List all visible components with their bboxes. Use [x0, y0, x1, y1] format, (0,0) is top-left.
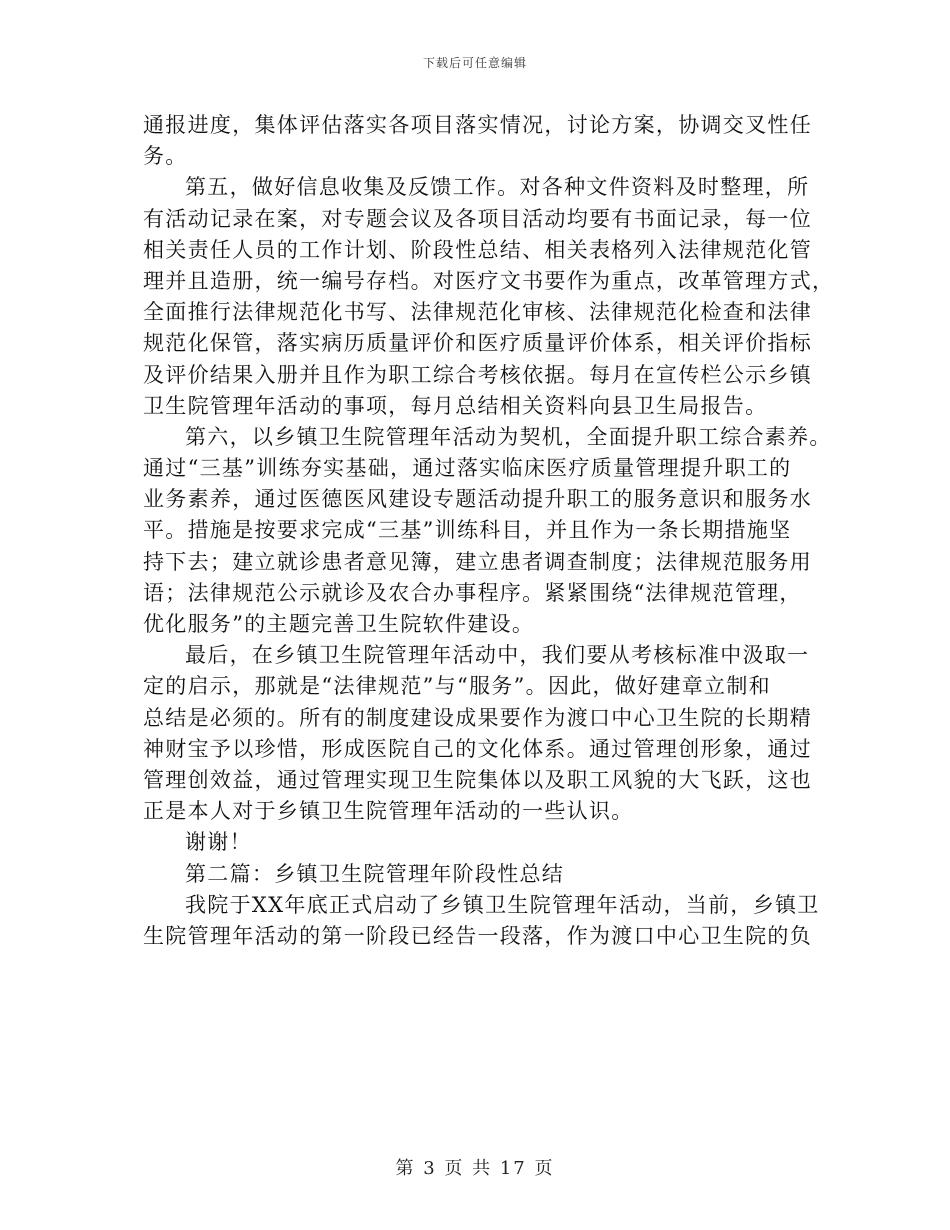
- document-body: [143, 110, 835, 952]
- text-line: 持下去；建立就诊患者意见簿，建立患者调查制度；法律规范服务用: [143, 549, 812, 574]
- paragraph-start-line: 最后，在乡镇卫生院管理年活动中，我们要从考核标准中汲取一: [185, 643, 810, 668]
- text-line: 神财宝予以珍惜，形成医院自己的文化体系。通过管理创形象，通过: [143, 736, 812, 761]
- closing-line: 谢谢！: [185, 830, 252, 855]
- text-line: 正是本人对于乡镇卫生院管理年活动的一些认识。: [143, 799, 634, 824]
- text-line: 全面推行法律规范化书写、法律规范化审核、法律规范化检查和法律: [143, 300, 812, 325]
- text-line: 生院管理年活动的第一阶段已经告一段落，作为渡口中心卫生院的负: [143, 923, 812, 948]
- paragraph-start-line: 第五，做好信息收集及反馈工作。对各种文件资料及时整理，所: [185, 175, 810, 200]
- text-line: 管理创效益，通过管理实现卫生院集体以及职工风貌的大飞跃，这也: [143, 767, 812, 792]
- text-line: 规范化保管，落实病历质量评价和医疗质量评价体系，相关评价指标: [143, 331, 812, 356]
- text-line: 业务素养，通过医德医风建设专题活动提升职工的服务意识和服务水: [143, 487, 812, 512]
- text-line: 及评价结果入册并且作为职工综合考核依据。每月在宣传栏公示乡镇: [143, 362, 812, 387]
- text-line: 优化服务”的主题完善卫生院软件建设。: [143, 612, 535, 636]
- page-number-footer: 第 3 页 共 17 页: [395, 1158, 555, 1179]
- text-line: 理并且造册，统一编号存档。对医疗文书要作为重点，改革管理方式，: [143, 268, 835, 293]
- text-line: 平。措施是按要求完成“三基”训练科目，并且作为一条长期措施坚: [143, 518, 792, 543]
- text-line: 定的启示，那就是“法律规范”与“服务”。因此，做好建章立制和: [143, 674, 771, 699]
- text-line: 务。: [143, 144, 188, 169]
- text-line: 有活动记录在案，对专题会议及各项目活动均要有书面记录，每一位: [143, 206, 812, 231]
- text-line: 相关责任人员的工作计划、阶段性总结、相关表格列入法律规范化管: [143, 237, 812, 262]
- page-header: 下载后可任意编辑: [422, 56, 527, 70]
- text-line: 总结是必须的。所有的制度建设成果要作为渡口中心卫生院的长期精: [143, 705, 812, 730]
- text-line: 通过“三基”训练夯实基础，通过落实临床医疗质量管理提升职工的: [143, 456, 792, 481]
- text-line: 语；法律规范公示就诊及农合办事程序。紧紧围绕“法律规范管理，: [143, 580, 802, 605]
- text-line: 通报进度，集体评估落实各项目落实情况，讨论方案，协调交叉性任: [143, 113, 812, 137]
- text-line: 卫生院管理年活动的事项，每月总结相关资料向县卫生局报告。: [143, 393, 768, 418]
- paragraph-start-line: 我院于XX年底正式启动了乡镇卫生院管理年活动，当前，乡镇卫: [185, 892, 820, 917]
- paragraph-start-line: 第六，以乡镇卫生院管理年活动为契机，全面提升职工综合素养。: [185, 424, 832, 449]
- section-heading: 第二篇：乡镇卫生院管理年阶段性总结: [185, 861, 565, 886]
